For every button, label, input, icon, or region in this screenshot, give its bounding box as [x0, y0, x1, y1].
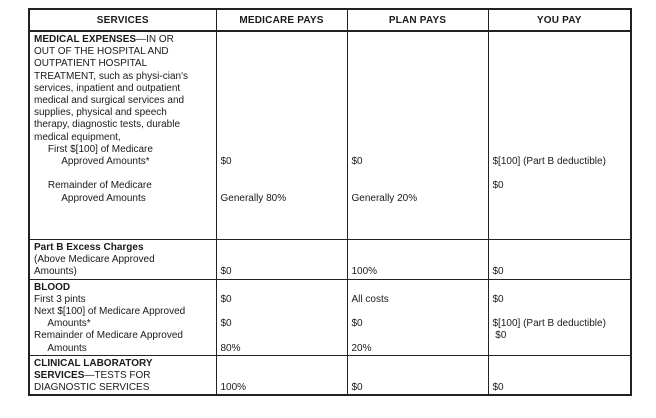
cell-line: Amounts* [34, 318, 91, 330]
cell-line [352, 83, 486, 95]
cell-line [352, 34, 486, 46]
cell-line [221, 46, 345, 58]
cell-line [352, 358, 486, 370]
clinical-laboratory-services-services-cell [29, 355, 216, 395]
cell-line [352, 330, 486, 342]
medical-expenses-services-cell [29, 31, 216, 239]
cell-line: 20% [351, 342, 372, 354]
cell-line [493, 58, 629, 70]
cell-line [221, 71, 345, 83]
cell-line: $0 [492, 265, 504, 277]
cell-line: 80% [220, 342, 241, 354]
cell-line [352, 242, 486, 254]
cell-line: 100% [220, 382, 247, 394]
cell-line [352, 119, 486, 131]
cell-line: (Above Medicare Approved [34, 253, 155, 265]
table-row-part-b-excess-charges [29, 239, 631, 279]
cell-line [221, 254, 345, 266]
medical-expenses-medicare-pays-cell [216, 31, 347, 239]
column-header-medicare-pays: MEDICARE PAYS [216, 9, 347, 31]
cell-line [221, 58, 345, 70]
cell-line [493, 119, 629, 131]
cell-line [221, 180, 345, 192]
cell-line [221, 83, 345, 95]
cell-line [493, 34, 629, 46]
cell-line: $0 [220, 156, 232, 168]
cell-line [493, 83, 629, 95]
cell-line: $[100] (Part B deductible) [492, 156, 606, 168]
medical-expenses-you-pay-cell [488, 31, 631, 239]
cell-line: $0 [492, 382, 504, 394]
cell-line [493, 282, 629, 294]
cell-line [493, 132, 629, 144]
table-row-clinical-laboratory-services [29, 355, 631, 395]
cell-line [493, 107, 629, 119]
clinical-laboratory-services-plan-pays-cell [347, 355, 488, 395]
cell-line [493, 95, 629, 107]
cell-line: Generally 80% [220, 192, 287, 204]
cell-line: BLOOD [34, 281, 71, 293]
cell-line: OUT OF THE HOSPITAL AND [34, 46, 169, 58]
blood-you-pay-cell [488, 279, 631, 355]
cell-line [221, 107, 345, 119]
cell-line [493, 370, 629, 382]
cell-line [221, 119, 345, 131]
cell-line [221, 282, 345, 294]
cell-line [352, 306, 486, 318]
cell-line: Remainder of Medicare Approved [34, 330, 183, 342]
benefits-table [28, 8, 632, 396]
column-header-services: SERVICES [29, 9, 216, 31]
cell-line [493, 343, 629, 355]
cell-line: $0 [492, 293, 504, 305]
cell-line [493, 358, 629, 370]
cell-line [221, 95, 345, 107]
part-b-excess-charges-you-pay-cell [488, 239, 631, 279]
cell-line [493, 168, 629, 180]
cell-line: $0 [220, 293, 232, 305]
cell-line: DIAGNOSTIC SERVICES [34, 382, 150, 394]
cell-line: Next $[100] of Medicare Approved [34, 305, 186, 317]
medical-expenses-plan-pays-cell [347, 31, 488, 239]
cell-line [352, 95, 486, 107]
cell-line: CLINICAL LABORATORY [34, 357, 153, 369]
cell-line: $0 [351, 382, 363, 394]
cell-line: therapy, diagnostic tests, durable [34, 119, 181, 131]
cell-line [352, 168, 486, 180]
cell-line: $0 [351, 156, 363, 168]
cell-line [221, 168, 345, 180]
cell-line: Part B Excess Charges [34, 241, 144, 253]
table-row-medical-expenses [29, 31, 631, 239]
blood-plan-pays-cell [347, 279, 488, 355]
cell-line [221, 144, 345, 156]
cell-line [352, 144, 486, 156]
cell-line: $0 [220, 265, 232, 277]
cell-line [352, 107, 486, 119]
cell-line: Amounts) [34, 265, 77, 277]
cell-line [352, 370, 486, 382]
cell-line [34, 168, 214, 180]
cell-line: supplies, physical and speech [34, 107, 167, 119]
cell-line [352, 132, 486, 144]
cell-line: $0 [492, 180, 504, 192]
cell-line [352, 58, 486, 70]
cell-line [493, 144, 629, 156]
cell-line: $0 [220, 318, 232, 330]
cell-line: $0 [351, 318, 363, 330]
cell-line [493, 306, 629, 318]
part-b-excess-charges-plan-pays-cell [347, 239, 488, 279]
cell-line: First 3 pints [34, 293, 86, 305]
cell-line: Approved Amounts [34, 192, 146, 204]
column-header-plan-pays: PLAN PAYS [347, 9, 488, 31]
column-header-you-pay: YOU PAY [488, 9, 631, 31]
cell-line: SERVICES—TESTS FOR [34, 369, 151, 381]
part-b-excess-charges-services-cell [29, 239, 216, 279]
cell-line [221, 358, 345, 370]
cell-line: $[100] (Part B deductible) [492, 318, 606, 330]
table-row-blood [29, 279, 631, 355]
cell-line: Approved Amounts* [34, 156, 150, 168]
cell-line: medical and surgical services and [34, 95, 185, 107]
cell-line [352, 46, 486, 58]
cell-line: medical equipment, [34, 131, 121, 143]
cell-line [221, 306, 345, 318]
cell-line: OUTPATIENT HOSPITAL [34, 58, 148, 70]
cell-line: services, inpatient and outpatient [34, 82, 181, 94]
cell-line [352, 254, 486, 266]
cell-line: All costs [351, 293, 389, 305]
cell-line [352, 180, 486, 192]
part-b-excess-charges-medicare-pays-cell [216, 239, 347, 279]
cell-line [493, 46, 629, 58]
cell-line [352, 282, 486, 294]
cell-line: Generally 20% [351, 192, 418, 204]
blood-medicare-pays-cell [216, 279, 347, 355]
cell-line [493, 242, 629, 254]
cell-line [221, 34, 345, 46]
cell-line: First $[100] of Medicare [34, 143, 153, 155]
cell-line: 100% [351, 265, 378, 277]
cell-line [221, 132, 345, 144]
cell-line [493, 71, 629, 83]
blood-services-cell [29, 279, 216, 355]
header-row [29, 9, 631, 31]
clinical-laboratory-services-you-pay-cell [488, 355, 631, 395]
cell-line [352, 71, 486, 83]
cell-line: Remainder of Medicare [34, 180, 152, 192]
cell-line [493, 254, 629, 266]
cell-line: TREATMENT, such as physi-cian's [34, 70, 188, 82]
cell-line [221, 370, 345, 382]
cell-line: $0 [492, 330, 507, 342]
clinical-laboratory-services-medicare-pays-cell [216, 355, 347, 395]
cell-line [221, 242, 345, 254]
cell-line: MEDICAL EXPENSES—IN OR [34, 34, 174, 45]
cell-line [221, 330, 345, 342]
cell-line: Amounts [34, 342, 87, 354]
cell-line [493, 193, 629, 205]
